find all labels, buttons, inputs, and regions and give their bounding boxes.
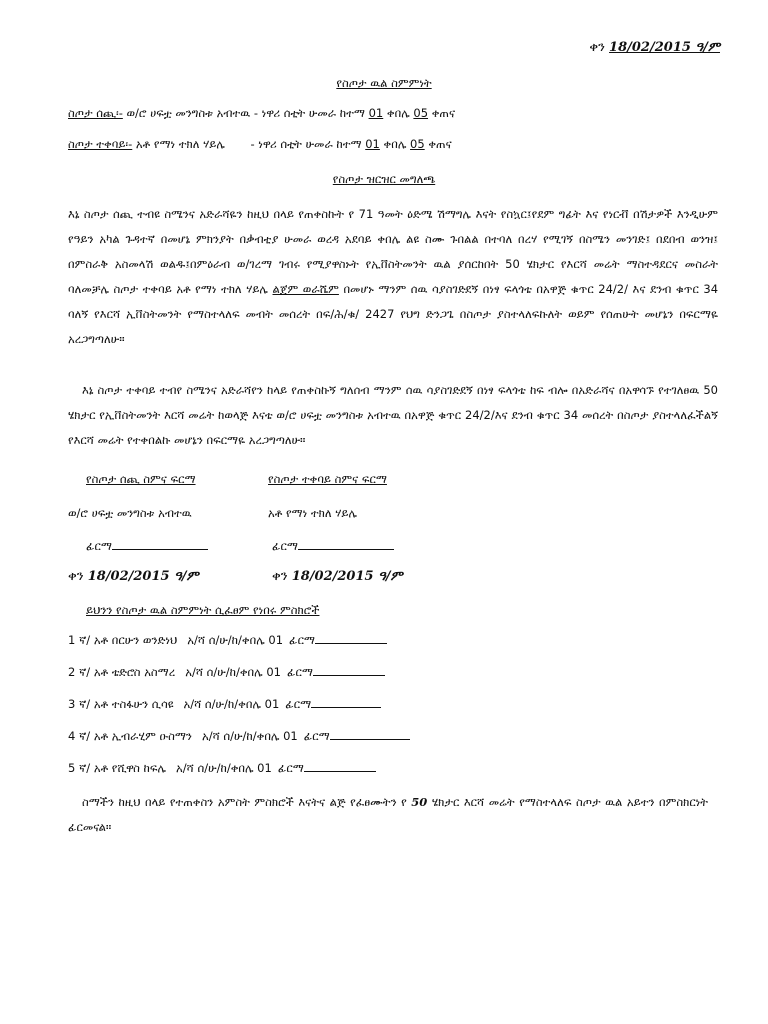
- signature-blank: [298, 538, 394, 550]
- paragraph-receiver-statement: እኔ ስጦታ ተቀባይ ተብየ ስሜንና አድራሻየን ከላይ የጠቀስኩኝ ግለሰብ ማንም ሰዉ ሳያስገድደኝ በነፃ ፍላጎቴ ከፍ ብሎ በአድራሻና በአዋሳኙ የተገለፀዉ 50 ሄክታር የኢቨስትመንት እርሻ መሬት ከወላጅ እናቴ ወ/ሮ ሀፍቷ መንግስቱ አብተዉ በአዋጅ ቁጥር 24/2/እና ደንብ ቁጥር 34 መሰረት በስጦታ ያስተላለፈችልኝ የእርሻ መሬት የተቀበልኩ መሆኔን በፍርማዬ አረጋግጣለሁ።: [68, 383, 718, 447]
- witness-row: [68, 728, 410, 744]
- section-title: የስጦታ ዝርዝር መግለጫ: [332, 172, 436, 186]
- giver-name: ወ/ሮ ሀፍቷ መንግስቱ አብተዉ: [68, 506, 192, 520]
- signature-blank: [311, 696, 381, 708]
- witness-address: አ/ሻ ሰ/ሁ/ከ/ቀበሌ 01: [187, 633, 284, 647]
- paragraph-giver-statement: እኔ ስጦታ ሰጪ ተብዩ ስሜንና አድራሻዬን ከዚህ በላይ የጠቀስኩት የ 71 ዓመት ዕድሜ ሽማግሌ እናት የስኳር፤የደም ግፊት እና የነርቭ በሽታዎች እንዲሁም የዓይን አካል ጉዳተኛ በመሆኔ ምክንያት በቃብቲያ ሁመራ ወረዳ አደባይ ቀበሌ ልዩ ስሙ ጉበልል በተባለ በረሃ የሚገኝ በስሜን መንገድ፤ በደበብ ወንዝ፤ በምስራቅ አስመላሽ ወልዱ፤በምዕራብ ወ/ገረማ ገብሩ የሚያዋስኑት የኢቨስትመንት ዉል ያሰርከበት 50 ሄክታር የእርሻ መሬት ማስተዳደርና መስራት ባለመቻሌ ስጦታ ተቀባይ አቶ የማነ ተክለ ሃይሌ ልጀም ወራሼም በመሆኑ ማንም ሰዉ ሳያስገድደኝ በነፃ ፍላጎቴ በአዋጅ ቁጥር 24/2/ እና ደንብ ቁጥር 34 ባለኝ የእርሻ ኢቨስትመንት የማስተላለፍ መብት መሰረት በፍ/ሕ/ቁ/ 2427 የህግ ድንጋጌ በስጦታ ያስተላለፍኩለት ወይም የሰጠሁት መሆኔን በፍርማዬ አረጋግጣለሁ።: [68, 207, 719, 346]
- witness-name: አቶ ቴድሮስ አስማረ: [93, 665, 176, 679]
- witness-number: 2 ኛ/: [68, 665, 91, 679]
- giver-signature-date: ቀን 18/02/2015 ዓ/ም: [68, 569, 199, 584]
- receiver-label: ስጦታ ተቀባይ፡-: [68, 137, 133, 151]
- witness-row: [68, 760, 376, 776]
- closing-hectares: 50: [411, 795, 428, 809]
- witness-address: አ/ሻ ሰ/ሁ/ከ/ቀበሌ 01: [183, 697, 280, 711]
- witness-address: አ/ሻ ሰ/ሁ/ከ/ቀበሌ 01: [201, 729, 298, 743]
- receiver-ketena-no: 05: [410, 137, 425, 151]
- receiver-signature-line: ፊርማ: [272, 538, 394, 554]
- witness-number: 4 ኛ/: [68, 729, 91, 743]
- header-date: ቀን 18/02/2015 ዓ/ም: [589, 40, 720, 55]
- witness-address: አ/ሻ ሰ/ሁ/ከ/ቀበሌ 01: [176, 761, 272, 775]
- witness-name: አቶ የሺዋስ ከፍሌ: [93, 761, 167, 775]
- closing-statement: ስማችን ከዚህ በላይ የተጠቀስን አምስት ምስክሮች እናትና ልጅ የፈፀሙትን የ 50 ሄክታር እርሻ መሬት የማስተላለፍ ስጦታ ዉል አይተን በምስክርነት ፊርመናል።: [68, 795, 709, 834]
- receiver-kebele-no: 01: [365, 137, 380, 151]
- witness-signature-label: ፊርማ: [277, 761, 304, 775]
- witness-row: [68, 664, 385, 680]
- signature-blank: [330, 728, 410, 740]
- witnesses-heading: ይህንን የስጦታ ዉል ስምምነት ሲፈፀም የነበሩ ምስክሮች: [86, 603, 320, 617]
- giver-kebele-no: 01: [368, 106, 384, 120]
- witness-row: [68, 632, 387, 648]
- header-date-value: 18/02/2015 ዓ/ም: [609, 40, 720, 55]
- witness-name: አቶ ኢብራሂም ዑስማን: [93, 729, 192, 743]
- receiver-name: አቶ የማነ ተክለ ሃይሌ: [268, 506, 357, 520]
- witness-number: 3 ኛ/: [68, 697, 91, 711]
- receiver-signature-date: ቀን 18/02/2015 ዓ/ም: [272, 569, 403, 584]
- witness-signature-label: ፊርማ: [289, 633, 316, 647]
- witness-signature-label: ፊርማ: [285, 697, 312, 711]
- giver-ketena-no: 05: [413, 106, 429, 120]
- receiver-signature-heading: የስጦታ ተቀባይ ስምና ፍርማ: [268, 472, 387, 486]
- paragraph-underlined-phrase: ልጀም ወራሼም: [272, 282, 339, 296]
- witness-signature-label: ፊርማ: [286, 665, 313, 679]
- witness-name: አቶ በርሁን ወንድነህ: [93, 633, 178, 647]
- witness-signature-label: ፊርማ: [303, 729, 330, 743]
- witness-number: 1 ኛ/: [68, 633, 91, 647]
- witness-name: አቶ ተስፋሁን ሲሳዩ: [93, 697, 174, 711]
- witness-row: [68, 696, 381, 712]
- signature-blank: [313, 664, 385, 676]
- giver-label: ስጦታ ሰጪ፡-: [68, 106, 123, 120]
- witness-number: 5 ኛ/: [68, 761, 91, 775]
- giver-line: ስጦታ ሰጪ፡- ወ/ሮ ሀፍቷ መንግስቱ አብተዉ - ነዋሪ ሰቲት ሁመራ ከተማ 01 ቀበሌ 05 ቀጠና: [68, 106, 456, 120]
- giver-text: ወ/ሮ ሀፍቷ መንግስቱ አብተዉ - ነዋሪ ሰቲት ሁመራ ከተማ: [126, 106, 365, 120]
- receiver-line: ስጦታ ተቀባይ፡- አቶ የማነ ተክለ ሃይሌ - ነዋሪ ሰቲት ሁመራ ከተማ 01 ቀበሌ 05 ቀጠና: [68, 137, 452, 151]
- giver-signature-line: ፊርማ: [86, 538, 208, 554]
- receiver-text: አቶ የማነ ተክለ ሃይሌ - ነዋሪ ሰቲት ሁመራ ከተማ: [135, 137, 362, 151]
- giver-signature-heading: የስጦታ ሰጪ ስምና ፍርማ: [86, 472, 196, 486]
- signature-blank: [315, 632, 387, 644]
- witness-address: አ/ሻ ሰ/ሁ/ከ/ቀበሌ 01: [185, 665, 281, 679]
- document-title: የስጦታ ዉል ስምምነት: [336, 76, 432, 90]
- signature-blank: [112, 538, 208, 550]
- signature-blank: [304, 760, 376, 772]
